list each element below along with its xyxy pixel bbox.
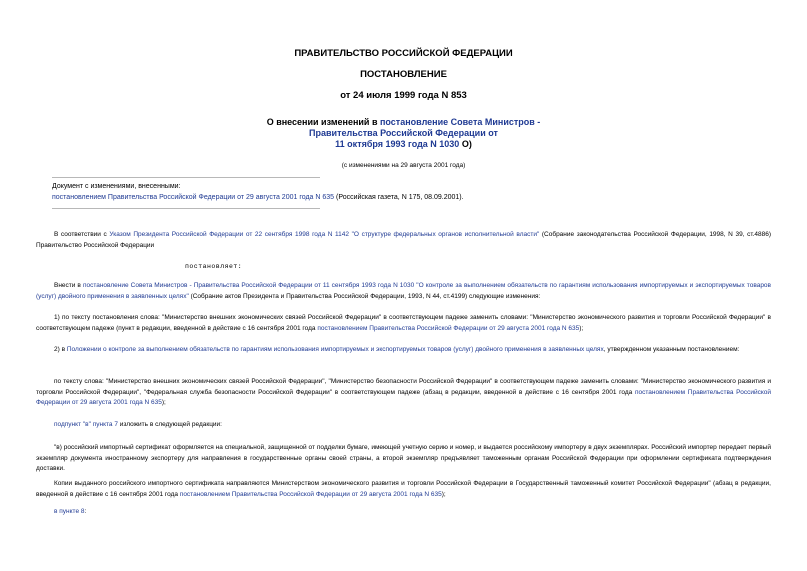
document-subject bbox=[0, 117, 807, 150]
link-resolution-1030[interactable]: постановление Совета Министров - Правительства Российской Федерации от 11 сентября 1993 года N 1030 "О контроле за выполнением обязательств по гарантиям использования импортируемых и экспортируемых товаров (услуг) двойного применения в заявленных целях" bbox=[36, 282, 772, 300]
document-date-number: от 24 июля 1999 года N 853 bbox=[340, 90, 467, 101]
text: (Собрание законодательства Российской Федерации, 1998, N 39, ст.4886) Правительство Российской Федерации bbox=[36, 231, 772, 249]
text: изложить в следующей редакции: bbox=[117, 421, 222, 428]
link-regulation[interactable]: Положении о контроле за выполнением обязательств по гарантиям использования импортируемых и экспортируемых товаров (услуг) двойного применения в заявленных целях bbox=[66, 346, 604, 353]
paragraph-item-2 bbox=[36, 345, 771, 356]
text: 2) в bbox=[54, 346, 67, 353]
changes-box-top-rule bbox=[52, 177, 320, 178]
link-subitem-v-item-7[interactable]: подпункт "в" пункта 7 bbox=[54, 421, 118, 428]
subject-link-line1[interactable]: постановление Совета Министров - bbox=[379, 117, 541, 127]
changes-box-title: Документ с изменениями, внесенными: bbox=[52, 183, 181, 190]
changes-box-bottom-rule bbox=[52, 208, 320, 209]
text: ); bbox=[441, 490, 446, 498]
document-type: ПОСТАНОВЛЕНИЕ bbox=[360, 69, 447, 80]
paragraph-item-1 bbox=[36, 313, 771, 334]
link-item-8[interactable]: в пункте 8 bbox=[54, 508, 85, 515]
link-decree-1142[interactable]: Указом Президента Российской Федерации от 22 сентября 1998 года N 1142 "О структуре федеральных органов исполнительной власти" bbox=[109, 231, 540, 238]
paragraph-subitem-v bbox=[36, 420, 771, 431]
paragraph-copies bbox=[36, 479, 771, 500]
text: : bbox=[84, 508, 87, 515]
paragraph-wording-change bbox=[36, 377, 771, 409]
paragraph-item-8 bbox=[36, 507, 771, 518]
decree-word: постановляет: bbox=[185, 263, 243, 270]
link-resolution-635[interactable]: постановлением Правительства Российской Федерации от 29 августа 2001 года N 635 bbox=[179, 490, 442, 498]
paragraph-preamble bbox=[36, 230, 771, 251]
subject-prefix: О внесении изменений в bbox=[266, 117, 380, 127]
changes-box-link[interactable]: постановлением Правительства Российской Федерации от 29 августа 2001 года N 635 bbox=[52, 194, 335, 201]
text: (Собрание актов Президента и Правительства Российской Федерации, 1993, N 44, ст.4199) следующие изменения: bbox=[188, 292, 541, 300]
paragraph-certificate bbox=[36, 443, 771, 475]
text: по тексту слова: "Министерство внешних экономических связей Российской Федерации", "Министерство безопасности Российской Федерации" в соответствующем падеже заменить словами: "Министерство экономического развития и торговли Российской Федерации", "Федеральная служба безопасности Российской Федерации" в соответствующем падеже (абзац в редакции, введенной в действие с 16 сентября 2001 года bbox=[36, 378, 771, 396]
link-resolution-635[interactable]: постановлением Правительства Российской Федерации от 29 августа 2001 года N 635 bbox=[317, 324, 580, 332]
subject-link-line2[interactable]: Правительства Российской Федерации от bbox=[309, 128, 498, 138]
subject-suffix: О) bbox=[459, 139, 472, 149]
link-resolution-635[interactable]: постановлением Правительства Российской Федерации от 29 августа 2001 года N 635 bbox=[36, 388, 772, 406]
text: Копии выданного российского импортного сертификата направляются Министерством экономического развития и торговли Российской Федерации в Государственный таможенный комитет Российской Федерации" (абзац в редакции, введенной в действие с 16 сентября 2001 года bbox=[36, 480, 771, 498]
text: Внести в bbox=[54, 282, 83, 289]
government-title: ПРАВИТЕЛЬСТВО РОССИЙСКОЙ ФЕДЕРАЦИИ bbox=[294, 48, 513, 59]
paragraph-main bbox=[36, 281, 771, 302]
text: , утвержденном указанным постановлением: bbox=[603, 346, 740, 353]
subject-link-line3[interactable]: 11 октября 1993 года N 1030 bbox=[335, 139, 460, 149]
changes-box-entry bbox=[52, 192, 464, 203]
text: ); bbox=[161, 399, 166, 406]
text: 1) по тексту постановления слова: "Министерство внешних экономических связей Российской Федерации" в соответствующем падеже заменить словами: "Министерство экономического развития и торговли Российской Федерации" в соответствующем падеже (пункт в редакции, введенной в действие с 16 сентября 2001 года bbox=[36, 314, 771, 332]
changes-box-tail: (Российская газета, N 175, 08.09.2001). bbox=[334, 194, 464, 201]
text: В соответствии с bbox=[54, 231, 110, 238]
text: ); bbox=[579, 324, 584, 332]
amendment-note: (с изменениями на 29 августа 2001 года) bbox=[341, 162, 466, 169]
text: "в) российский импортный сертификат оформляется на специальной, защищенной от подделки бумаге, имеющей учетную серию и номер, и выдается российскому импортеру в двух экземплярах. Российский импортер передает первый экземпляр документа иностранному экспортеру для направления в государственные органы своей страны, а второй экземпляр предъявляет таможенным органам Российской Федерации при оформлении сертификата подтверждения доставки. bbox=[36, 444, 771, 472]
